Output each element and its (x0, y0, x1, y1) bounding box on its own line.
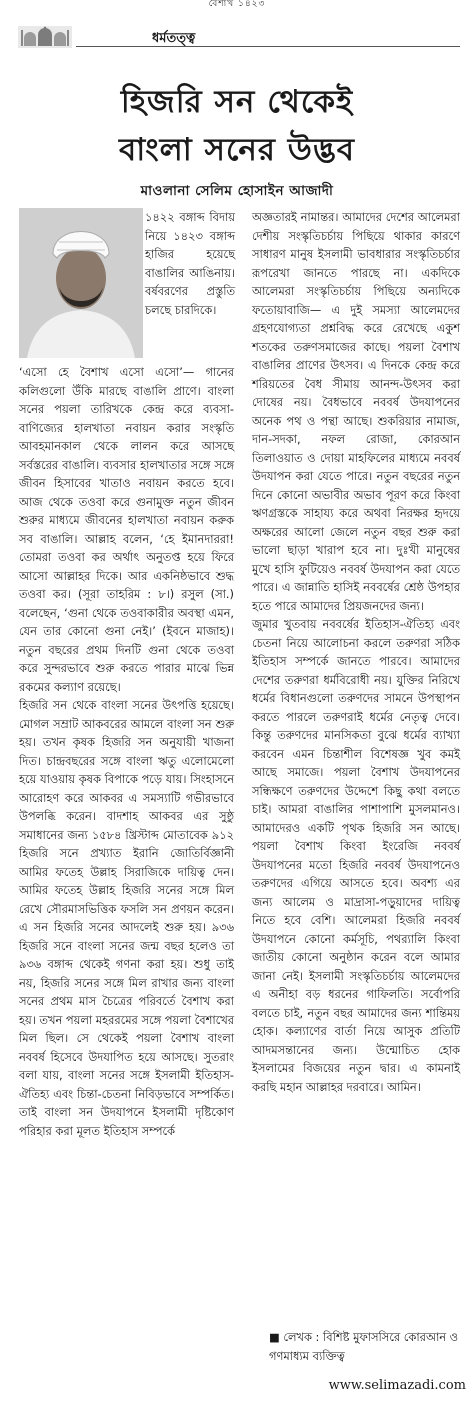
headline-line-2: বাংলা সনের উদ্ভব (119, 132, 355, 168)
right-paragraph-2: জুমার খুতবায় নববর্ষের ইতিহাস-ঐতিহ্য এবং চেতনা নিয়ে আলোচনা করলে তরুণরা সঠিক ইতিহাস সম্পর্কে জানতে পারবে। আমাদের দেশের তরুণরা ধর্মবিরোধী নয়। যুক্তির নিরিখে ধর্মের বিধানগুলো তরুণদের সামনে উপস্থাপন করতে পারলে তরুণরাই ধর্মের নেতৃত্ব দেবে। কিন্তু তরুণদের মানসিকতা বুঝে ধর্মের ব্যাখ্যা করবেন এমন চিন্তাশীল বিশেষজ্ঞ খুব কমই আছে সমাজে। পয়লা বৈশাখ উদযাপনের সন্ধিক্ষণে তরুণদের উদ্দেশে কিছু কথা বলতে চাই। আমরা বাঙালির পাশাপাশি মুসলমানও। আমাদেরও একটি পৃথক হিজরি সন আছে। পয়লা বৈশাখ কিংবা ইংরেজি নববর্ষ উদযাপনের মতো হিজরি নববর্ষ উদযাপনেও তরুণদের এগিয়ে আসতে হবে। অবশ্য এর জন্য আলেম ও মাদ্রাসা-পড়ুয়াদের দায়িত্ব নিতে হবে বেশি। আলেমরা হিজরি নববর্ষ উদযাপনে কোনো কর্মসূচি, পথর‌্যালি কিংবা জাতীয় কোনো অনুষ্ঠান করেন বলে আমার জানা নেই। ইসলামী সংস্কৃতিচর্চায় আলেমদের এ অনীহা বড় ধরনের গাফিলতি। সর্বোপরি বলতে চাই, নতুন বছর আমাদের জন্য শান্তিময় হোক। কল্যাণের বার্তা নিয়ে আসুক প্রতিটি আদমসন্তানের জন্য। উন্মোচিত হোক ইসলামের বিজয়ের নতুন দ্বার। এ কামনাই করছি মহান আল্লাহর দরবারে। আমিন। (252, 617, 460, 1094)
author-photo (19, 208, 143, 358)
intro-beside-photo: ১৪২২ বঙ্গাব্দ বিদায় নিয়ে ১৪২৩ বঙ্গাব্দ হাজির হয়েছে বাঙালির আঙিনায়। বর্ষবরণের প্রস্তুতি চলছে চারদিকে। (145, 210, 235, 317)
author-name: মাওলানা সেলিম হোসাইন আজাদী (140, 183, 334, 199)
headline-line-1: হিজরি সন থেকেই (120, 84, 354, 120)
section-label: ধর্মতত্ত্ব (152, 31, 196, 46)
top-strip: বৈশাখ ১৪২৩ (208, 0, 266, 9)
left-column (19, 363, 234, 1140)
right-column (252, 208, 460, 1096)
author-portrait-image (19, 208, 143, 358)
section-header (14, 26, 460, 48)
mosque-icon (18, 26, 72, 48)
left-paragraph-2: হিজরি সন থেকে বাংলা সনের উৎপত্তি হয়েছে। মোগল সম্রাট আকবরের আমলে বাংলা সন শুরু হয়। তখন কৃষক হিজরি সন অনুযায়ী খাজনা দিত। চান্দ্রবছরের সঙ্গে বাংলা ঋতু এলোমেলো হয়ে যাওয়ায় কৃষক বিপাকে পড়ে যায়। সিংহাসনে আরোহণ করে আকবর এ সমস্যাটি গভীরভাবে উপলব্ধি করেন। বাদশাহ আকবর এর সুষ্ঠু সমাধানের জন্য ১৫৮৪ খ্রিস্টাব্দ মোতাবেক ৯১২ হিজরি সনে প্রখ্যাত ইরানি জোতির্বিজ্ঞানী আমির ফতেহ উল্লাহ সিরাজিকে দায়িত্ব দেন। আমির ফতেহ উল্লাহ হিজরি সনের সঙ্গে মিল রেখে সৌরমাসভিত্তিক ফসলি সন প্রণয়ন করেন। এ সন হিজরি সনের আদলেই শুরু হয়। ৯৩৬ হিজরি সনে বাংলা সনের জন্ম বছর হলেও তা ৯৩৬ বঙ্গাব্দ থেকেই গণনা করা হয়। শুধু তাই নয়, হিজরি সনের সঙ্গে মিল রাখার জন্য বাংলা সনের প্রথম মাস চৈত্রের পরিবর্তে বৈশাখ করা হয়। তখন পয়লা মহররমের সঙ্গে পয়লা বৈশাখের মিল ছিল। সে থেকেই পয়লা বৈশাখ বাংলা নববর্ষ হিসেবে উদযাপিত হয়ে আসছে। সুতরাং বলা যায়, বাংলা সনের সঙ্গে ইসলামী ইতিহাস-ঐতিহ্য এবং চিন্তা-চেতনা নিবিড়ভাবে সম্পর্কিত। তাই বাংলা সন উদযাপনে ইসলামী দৃষ্টিকোণ পরিহার করা মূলত ইতিহাস সম্পর্কে (19, 698, 234, 1138)
left-paragraph-1: ‘এসো হে বৈশাখ এসো এসো’— গানের কলিগুলো উঁকি মারছে বাঙালি প্রাণে। বাংলা সনের পয়লা তারিখকে কেন্দ্র করে ব্যবসা-বাণিজ্যের হালখাতা নবায়ন করার সংস্কৃতি আবহমানকাল থেকে লালন করে আসছে সর্বস্তরের বাঙালি। ব্যবসার হালখাতার সঙ্গে সঙ্গে জীবন হিসাবের খাতাও নবায়ন করতে হবে। আজ থেকে তওবা করে গুনামুক্ত নতুন জীবন শুরুর মাধ্যমে জীবনের হালখাতা নবায়ন করুক সব বাঙালি। আল্লাহ বলেন, ‘হে ইমানদাররা! তোমরা তওবা কর অর্থাৎ অনুতপ্ত হয়ে ফিরে আসো আল্লাহর দিকে। আর একনিষ্ঠভাবে শুদ্ধ তওবা কর। (সূরা তাহরিম : ৮।) রসুল (সা.) বলেছেন, ‘গুনা থেকে তওবাকারীর অবস্থা এমন, যেন তার কোনো গুনা নেই।’ (ইবনে মাজাহ)। নতুন বছরের প্রথম দিনটি গুনা থেকে তওবা করে সুন্দরভাবে শুরু করতে পারার মাঝে ভিন্ন রকমের কল্যাণ রয়েছে। (19, 365, 234, 694)
right-paragraph-1: অজ্ঞতারই নামান্তর। আমাদের দেশের আলেমরা দেশীয় সংস্কৃতিচর্চায় পিছিয়ে থাকার কারণে সাধারণ মানুষ ইসলামী ভাবধারার সংস্কৃতিচর্চার রূপরেখা জানতে পারছে না। একদিকে আলেমরা সংস্কৃতিচর্চায় পিছিয়ে অন্যদিকে ফতোয়াবাজি— এ দুই সমস্যা আলেমদের গ্রহণযোগ্যতা প্রশ্নবিদ্ধ করে রেখেছে একুশ শতকের তরুণসমাজের কাছে। পয়লা বৈশাখ বাঙালির প্রাণের উৎসব। এ দিনকে কেন্দ্র করে শরিয়তের বৈধ সীমায় আনন্দ-উৎসব করা দোষের নয়। বৈধভাবে নববর্ষ উদযাপনের অনেক পথ ও পন্থা আছে। শুকরিয়ার নামাজ, দান-সদকা, নফল রোজা, কোরআন তিলাওয়াত ও দোয়া মাহফিলের মাধ্যমে নববর্ষ উদযাপন করা যেতে পারে। নতুন বছরের নতুন দিনে কোনো অভাবীর অভাব পূরণ করে কিংবা ঋণগ্রস্তকে সাহায্য করে অথবা নিরক্ষর হৃদয়ে অক্ষরের আলো জেলে নতুন বছর শুরু করা ভালো ছাড়া খারাপ হবে না। দুঃখী মানুষের মুখে হাসি ফুটিয়েও নববর্ষ উদযাপন করা যেতে পারে। এ জান্নাতি হাসিই নববর্ষের শ্রেষ্ঠ উপহার হতে পারে আমাদের প্রিয়জনদের জন্য। (252, 210, 460, 613)
header-rule (76, 46, 460, 47)
writer-note: ■ লেখক : বিশিষ্ট মুফাসসিরে কোরআন ও গণমাধ্যম ব্যক্তিত্ব (269, 1330, 459, 1363)
website-link[interactable]: www.selimazadi.com (328, 1378, 466, 1393)
